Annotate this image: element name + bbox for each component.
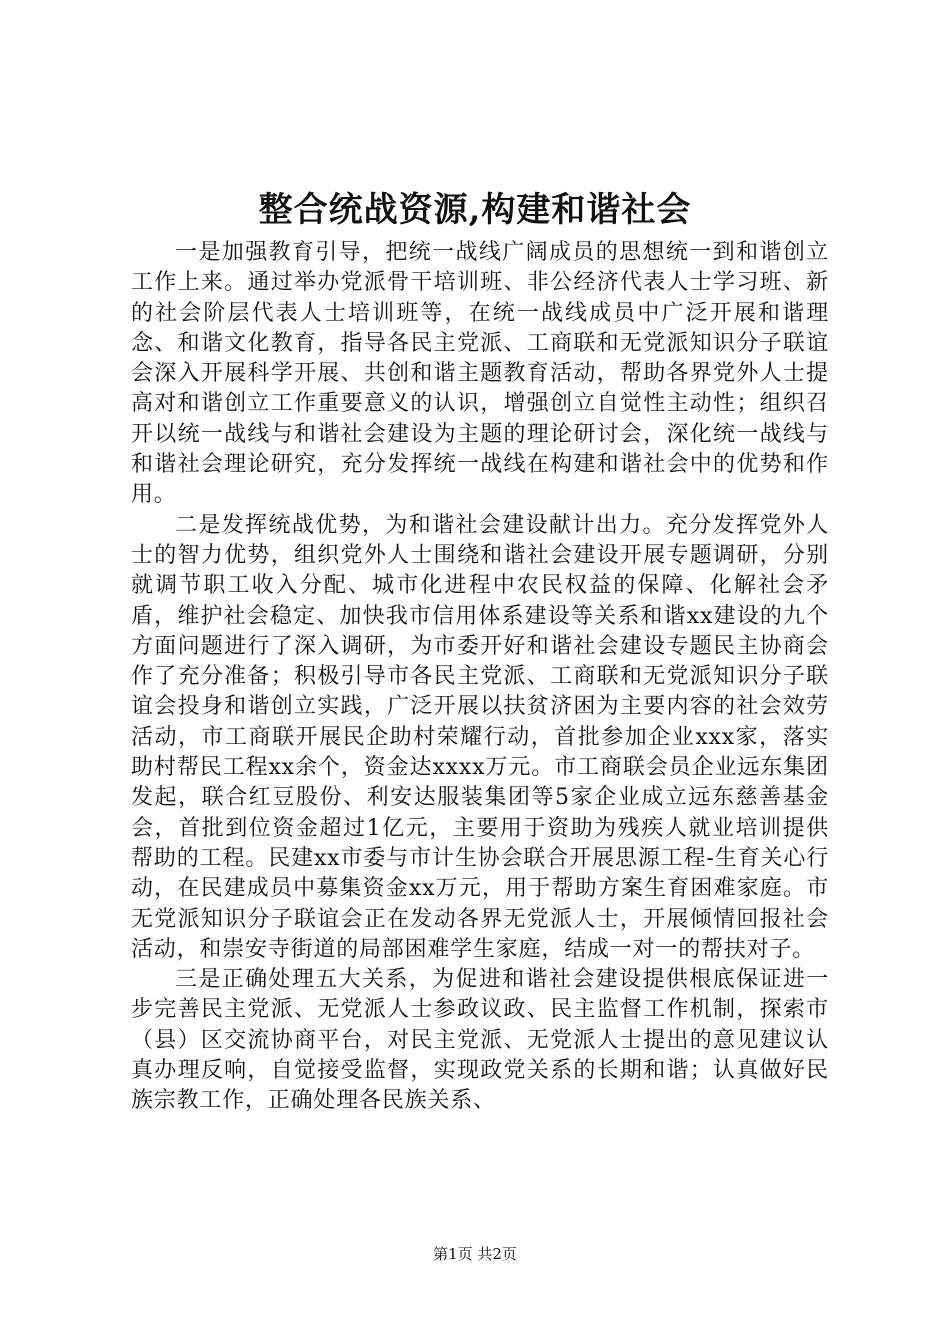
document-title: 整合统战资源,构建和谐社会	[258, 190, 692, 230]
document-body	[131, 238, 829, 1117]
page-number-footer: 第1页 共2页	[433, 1245, 517, 1263]
paragraph-2: 二是发挥统战优势，为和谐社会建设献计出力。充分发挥党外人士的智力优势，组织党外人士围绕和谐社会建设开展专题调研，分别就调节职工收入分配、城市化进程中农民权益的保障、化解社会矛盾，维护社会稳定、加快我市信用体系建设等关系和谐xx建设的九个方面问题进行了深入调研，为市委开好和谐社会建设专题民主协商会作了充分准备；积极引导市各民主党派、工商联和无党派知识分子联谊会投身和谐创立实践，广泛开展以扶贫济困为主要内容的社会效劳活动，市工商联开展民企助村荣耀行动，首批参加企业xxx家，落实助村帮民工程xx余个，资金达xxxx万元。市工商联会员企业远东集团发起，联合红豆股份、利安达服装集团等5家企业成立远东慈善基金会，首批到位资金超过1亿元，主要用于资助为残疾人就业培训提供帮助的工程。民建xx市委与市计生协会联合开展思源工程-生育关心行动，在民建成员中募集资金xx万元，用于帮助方案生育困难家庭。市无党派知识分子联谊会正在发动各界无党派人士，开展倾情回报社会活动，和崇安寺街道的局部困难学生家庭，结成一对一的帮扶对子。	[131, 512, 829, 962]
paragraph-1: 一是加强教育引导，把统一战线广阔成员的思想统一到和谐创立工作上来。通过举办党派骨干培训班、非公经济代表人士学习班、新的社会阶层代表人士培训班等，在统一战线成员中广泛开展和谐理念、和谐文化教育，指导各民主党派、工商联和无党派知识分子联谊会深入开展科学开展、共创和谐主题教育活动，帮助各界党外人士提高对和谐创立工作重要意义的认识，增强创立自觉性主动性；组织召开以统一战线与和谐社会建设为主题的理论研讨会，深化统一战线与和谐社会理论研究，充分发挥统一战线在构建和谐社会中的优势和作用。	[131, 240, 829, 508]
paragraph-3: 三是正确处理五大关系，为促进和谐社会建设提供根底保证进一步完善民主党派、无党派人士参政议政、民主监督工作机制，探索市（县）区交流协商平台，对民主党派、无党派人士提出的意见建议认真办理反响，自觉接受监督，实现政党关系的长期和谐；认真做好民族宗教工作，正确处理各民族关系、	[131, 967, 829, 1114]
